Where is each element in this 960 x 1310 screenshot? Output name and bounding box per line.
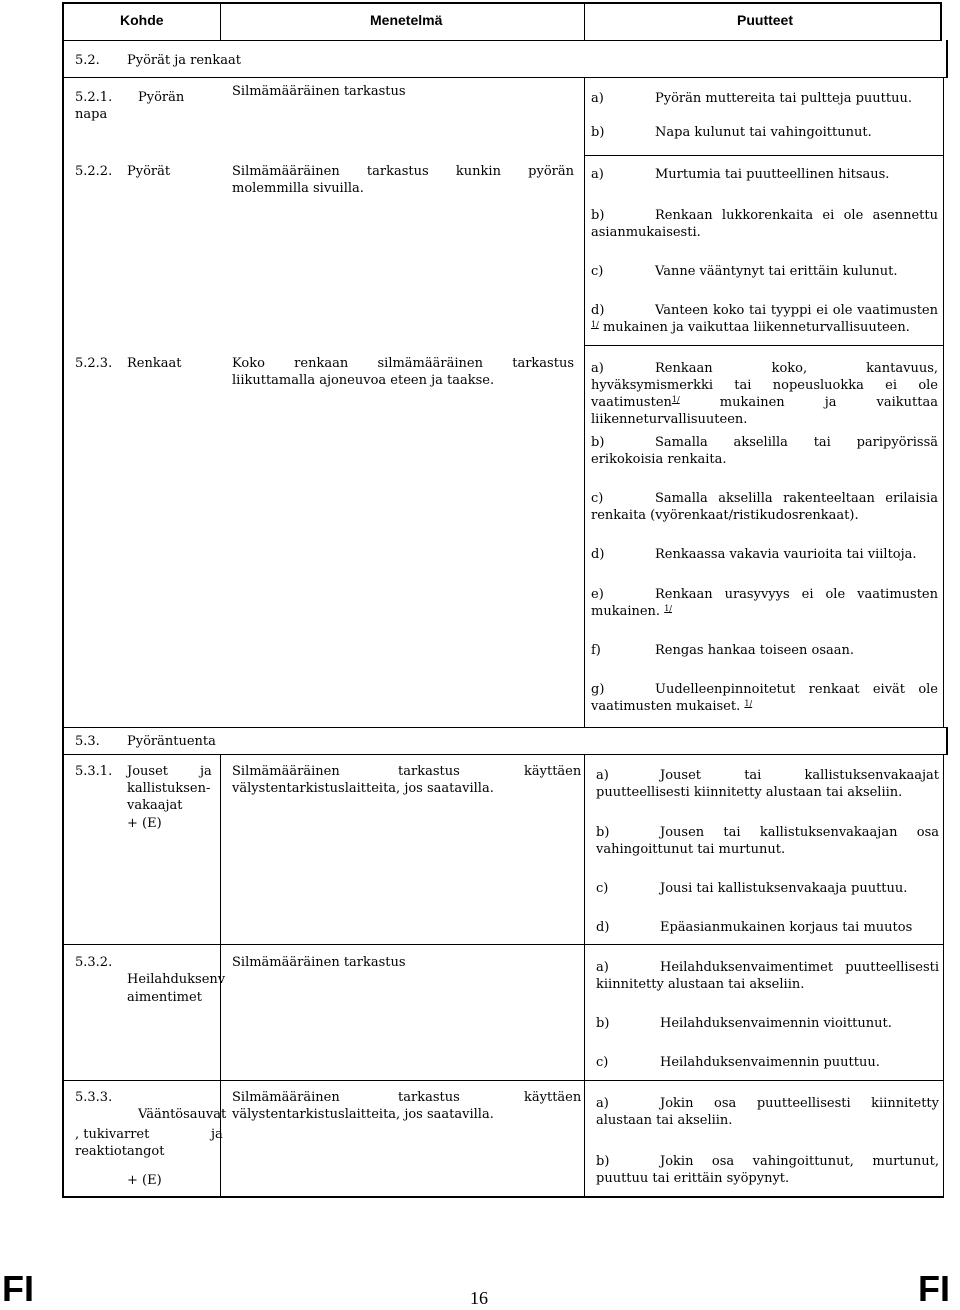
- page-number: 16: [470, 1288, 488, 1308]
- r532-item-a: a) Heilahduksenvaimentimet puutteellisesti kiinnitetty alustaan tai akseliin.: [596, 960, 939, 992]
- table-bottom: [62, 1196, 944, 1198]
- r523-item-a: a) Renkaan koko, kantavuus, hyväksymismerkki tai nopeusluokka ei ole vaatimusten$^{1/}$ mukainen ja vaikuttaa liikenneturvallisuuteen.: [591, 361, 939, 427]
- r522-item-b: b) Renkaan lukkorenkaita ei ole asennettu asianmukaisesti.: [591, 208, 938, 240]
- header-puutteet: Puutteet: [737, 12, 793, 28]
- r531-kohde-a: Jouset: [127, 764, 168, 779]
- header-divider-2: [584, 2, 585, 40]
- r531-kohde4: + (E): [127, 816, 162, 831]
- r531-num: 5.3.1.: [75, 764, 113, 779]
- header-menetelma: Menetelmä: [370, 12, 443, 28]
- r533-kohde2a: , tukivarret: [75, 1127, 150, 1142]
- r531-bottom: [62, 944, 944, 945]
- r532-item-c: c) Heilahduksenvaimennin puuttuu.: [596, 1055, 880, 1070]
- r521-bottom: [584, 155, 944, 156]
- r531-menetelma-c: käyttäen: [524, 764, 582, 779]
- col3-right-52a: [943, 78, 944, 345]
- r521-kohde: Pyörän: [138, 90, 185, 105]
- col3-left-52a: [584, 78, 585, 345]
- r533-menetelma-a: Silmämääräinen: [232, 1090, 340, 1105]
- r522-item-c: c) Vanne vääntynyt tai erittäin kulunut.: [591, 264, 898, 279]
- r531-kohde3: vakaajat: [127, 798, 183, 813]
- r533-kohde4: + (E): [127, 1173, 162, 1188]
- sec53-right: [946, 727, 948, 755]
- r532-kohde: Heilahduksenv: [127, 972, 226, 987]
- r531-item-b: b) Jousen tai kallistuksenvakaajan osa vahingoittunut tai murtunut.: [596, 825, 939, 857]
- r531-item-a: a) Jouset tai kallistuksenvakaajat puutteellisesti kiinnitetty alustaan tai akseliin.: [596, 768, 939, 800]
- header-kohde: Kohde: [120, 12, 164, 28]
- r533-item-b: b) Jokin osa vahingoittunut, murtunut, puuttuu tai erittäin syöpynyt.: [596, 1154, 939, 1186]
- r531-item-d: d) Epäasianmukainen korjaus tai muutos: [596, 920, 913, 935]
- r532-item-b: b) Heilahduksenvaimennin vioittunut.: [596, 1016, 892, 1031]
- r533-menetelma2: välystentarkistuslaitteita, jos saatavilla.: [232, 1107, 494, 1122]
- table-left-border: [62, 2, 64, 1198]
- r532-menetelma: Silmämääräinen tarkastus: [232, 955, 406, 970]
- col3-right-52b: [943, 345, 944, 727]
- r531-item-c: c) Jousi tai kallistuksenvakaaja puuttuu.: [596, 881, 908, 896]
- footer-fi-left: FI: [2, 1268, 34, 1309]
- footer-fi-right: FI: [918, 1268, 950, 1309]
- sec53-top: [62, 727, 948, 728]
- sec53-title: Pyöräntuenta: [127, 734, 216, 749]
- r522-kohde: Pyörät: [127, 164, 171, 179]
- r521-item-a: a) Pyörän muttereita tai pultteja puuttuu.: [591, 91, 912, 106]
- r523-num: 5.2.3.: [75, 356, 113, 371]
- r532-kohde2: aimentimet: [127, 990, 202, 1005]
- header-divider-1: [220, 2, 221, 40]
- r521-item-b: b) Napa kulunut tai vahingoittunut.: [591, 125, 872, 140]
- r533-menetelma-b: tarkastus: [398, 1090, 460, 1105]
- r522-bottom: [584, 345, 944, 346]
- sec53-num: 5.3.: [75, 734, 100, 749]
- r531-menetelma2: välystentarkistuslaitteita, jos saatavilla.: [232, 781, 494, 796]
- r523-item-b: b) Samalla akselilla tai paripyörissä erikokoisia renkaita.: [591, 435, 938, 467]
- r523-item-d: d) Renkaassa vakavia vaurioita tai viiltoja.: [591, 547, 917, 562]
- r523-item-e: e) Renkaan urasyvyys ei ole vaatimusten mukainen. $^{1/}$: [591, 587, 938, 619]
- r531-menetelma-a: Silmämääräinen: [232, 764, 340, 779]
- header-bottom-border: [62, 40, 942, 41]
- r533-kohde: Vääntösauvat: [138, 1107, 227, 1122]
- r531-kohde2: kallistuksen-: [127, 781, 211, 796]
- r523-item-g: g) Uudelleenpinnoitetut renkaat eivät ole vaatimusten mukaiset. $^{1/}$: [591, 682, 938, 714]
- col-divider-2: [584, 755, 585, 1198]
- r522-item-d: d) Vanteen koko tai tyyppi ei ole vaatimusten $^{1/}$ mukainen ja vaikuttaa liikenneturvallisuuteen.: [591, 303, 938, 335]
- r523-kohde: Renkaat: [127, 356, 182, 371]
- r533-kohde2b: ja: [211, 1127, 223, 1142]
- r523-item-f: f) Rengas hankaa toiseen osaan.: [591, 643, 855, 658]
- r533-menetelma-c: käyttäen: [524, 1090, 582, 1105]
- r521-kohde2: napa: [75, 107, 108, 122]
- header-right-border: [940, 2, 942, 40]
- r521-num: 5.2.1.: [75, 90, 113, 105]
- r532-num: 5.3.2.: [75, 955, 113, 970]
- table-top-border: [62, 2, 942, 4]
- r522-num: 5.2.2.: [75, 164, 113, 179]
- r533-item-a: a) Jokin osa puutteellisesti kiinnitetty alustaan tai akseliin.: [596, 1096, 939, 1128]
- r522-item-a: a) Murtumia tai puutteellinen hitsaus.: [591, 167, 890, 182]
- sec52-num: 5.2.: [75, 53, 100, 68]
- col-right-53: [943, 755, 944, 1198]
- r522-menetelma: Silmämääräinen tarkastus kunkin pyörän molemmilla sivuilla.: [232, 164, 574, 196]
- col3-left-52b: [584, 345, 585, 727]
- r523-menetelma: Koko renkaan silmämääräinen tarkastus liikuttamalla ajoneuvoa eteen ja taakse.: [232, 356, 574, 388]
- r521-menetelma: Silmämääräinen tarkastus: [232, 84, 406, 99]
- sec52-right: [946, 40, 948, 78]
- sec52-title: Pyörät ja renkaat: [127, 53, 242, 68]
- r533-kohde3: reaktiotangot: [75, 1144, 165, 1159]
- r533-num: 5.3.3.: [75, 1090, 113, 1105]
- sec52-bottom: [62, 77, 948, 78]
- r523-item-c: c) Samalla akselilla rakenteeltaan erilaisia renkaita (vyörenkaat/ristikudosrenkaat).: [591, 491, 938, 523]
- sec53-bottom: [62, 754, 948, 755]
- r532-bottom: [62, 1080, 944, 1081]
- r531-menetelma-b: tarkastus: [398, 764, 460, 779]
- r531-kohde-b: ja: [200, 764, 212, 779]
